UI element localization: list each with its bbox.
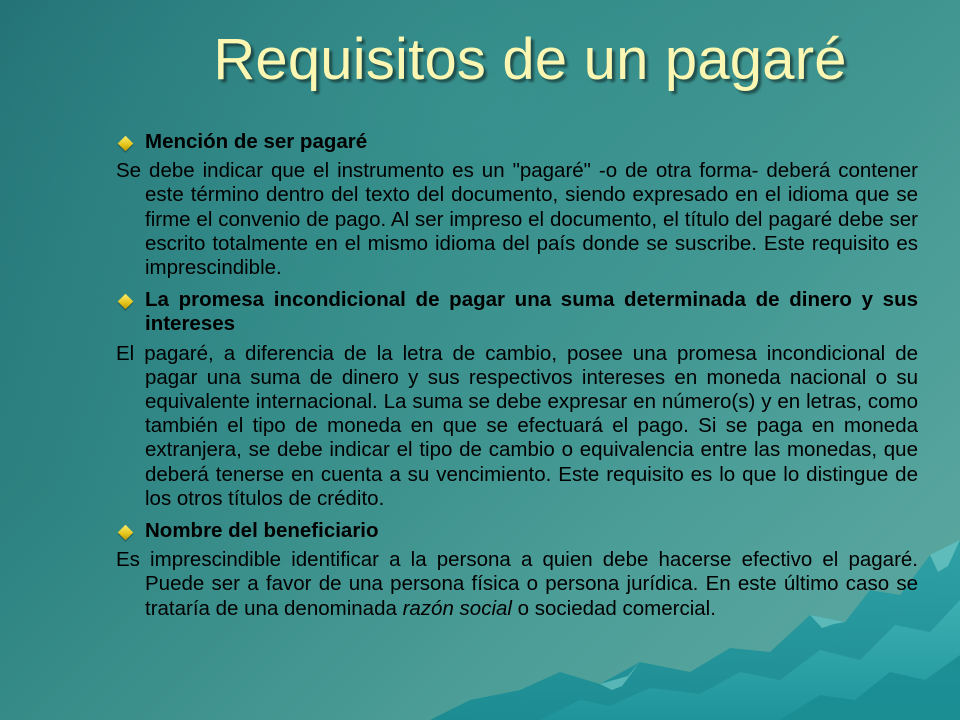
paragraph: Se debe indicar que el instrumento es un "pagaré" -o de otra forma- deberá contener este término dentro del texto del documento, siendo expresado en el idioma que se firme el convenio de pago. Al ser impreso el documento, el título del pagaré debe ser escrito totalmente en el mismo idioma del país donde se suscribe. Este requisito es imprescindible. [116, 159, 918, 280]
diamond-bullet-icon [118, 294, 134, 310]
paragraph-text: Es imprescindible identificar a la persona a quien debe hacerse efectivo el pagaré. Puede ser a favor de una persona física o persona jurídica. En este último caso se trataría de una denominada [116, 548, 918, 620]
paragraph: El pagaré, a diferencia de la letra de cambio, posee una promesa incondicional de pagar una suma de dinero y sus respectivos intereses en moneda nacional o su equivalente internacional. La suma se debe expresar en número(s) y en letras, como también el tipo de moneda en que se efectuará el pago. Si se paga en moneda extranjera, se debe indicar el tipo de cambio o equivalencia entre las monedas, que deberá tenerse en cuenta a su vencimiento. Este requisito es lo que lo distingue de los otros títulos de crédito. [116, 341, 918, 510]
bullet-heading-text: Nombre del beneficiario [145, 519, 379, 543]
diamond-bullet-icon [118, 136, 134, 152]
emphasized-term: razón social [402, 596, 512, 620]
bullet-heading [116, 519, 918, 543]
bullet-heading-text: La promesa incondicional de pagar una suma determinada de dinero y sus intereses [145, 288, 918, 336]
bullet-heading [116, 130, 918, 154]
slide-title: Requisitos de un pagaré [213, 27, 847, 92]
paragraph-text: o sociedad comercial. [511, 596, 716, 620]
paragraph [116, 548, 918, 621]
bullet-heading-text: Mención de ser pagaré [145, 130, 368, 153]
slide-content [116, 130, 918, 629]
diamond-bullet-icon [118, 525, 134, 541]
bullet-heading [116, 288, 918, 336]
